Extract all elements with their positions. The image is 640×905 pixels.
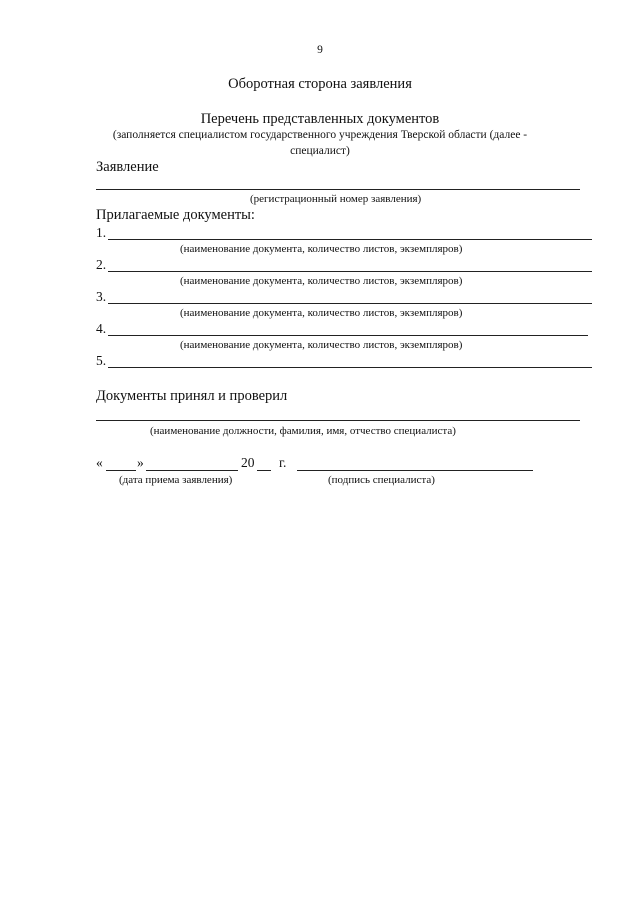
specialist-name-field[interactable] [96,420,580,421]
document-4-number: 4. [96,321,107,336]
application-label: Заявление [96,159,159,175]
signature-field[interactable] [297,470,533,471]
date-caption: (дата приема заявления) [119,474,233,486]
signature-caption: (подпись специалиста) [328,474,435,486]
list-title: Перечень представленных документов [200,111,440,127]
accepted-label: Документы принял и проверил [96,388,288,404]
date-close-quote: » [137,455,144,470]
document-5-field[interactable] [108,367,592,368]
document-1-number: 1. [96,225,107,240]
list-subtitle-line1: (заполняется специалистом государственного учреждения Тверской области (далее - [112,129,528,141]
date-month-field[interactable] [146,470,238,471]
date-day-field[interactable] [106,470,136,471]
document-2-field[interactable] [108,271,592,272]
year-suffix: г. [279,455,287,470]
document-4-field[interactable] [108,335,588,336]
application-number-caption: (регистрационный номер заявления) [250,193,422,205]
document-3-caption: (наименование документа, количество листов, экземпляров) [180,307,463,319]
list-subtitle-line2: специалист) [290,145,350,157]
document-5-number: 5. [96,353,107,368]
page-number: 9 [317,44,323,56]
document-3-field[interactable] [108,303,592,304]
document-3-number: 3. [96,289,107,304]
application-number-field[interactable] [96,189,580,190]
date-open-quote: « [96,455,103,470]
document-2-number: 2. [96,257,107,272]
attached-documents-label: Прилагаемые документы: [96,207,255,223]
specialist-name-caption: (наименование должности, фамилия, имя, отчество специалиста) [150,425,456,437]
page-heading: Оборотная сторона заявления [228,76,412,92]
document-4-caption: (наименование документа, количество листов, экземпляров) [180,339,463,351]
document-1-field[interactable] [108,239,592,240]
date-year-field[interactable] [257,470,271,471]
document-2-caption: (наименование документа, количество листов, экземпляров) [180,275,463,287]
document-1-caption: (наименование документа, количество листов, экземпляров) [180,243,463,255]
year-prefix: 20 [241,455,255,470]
